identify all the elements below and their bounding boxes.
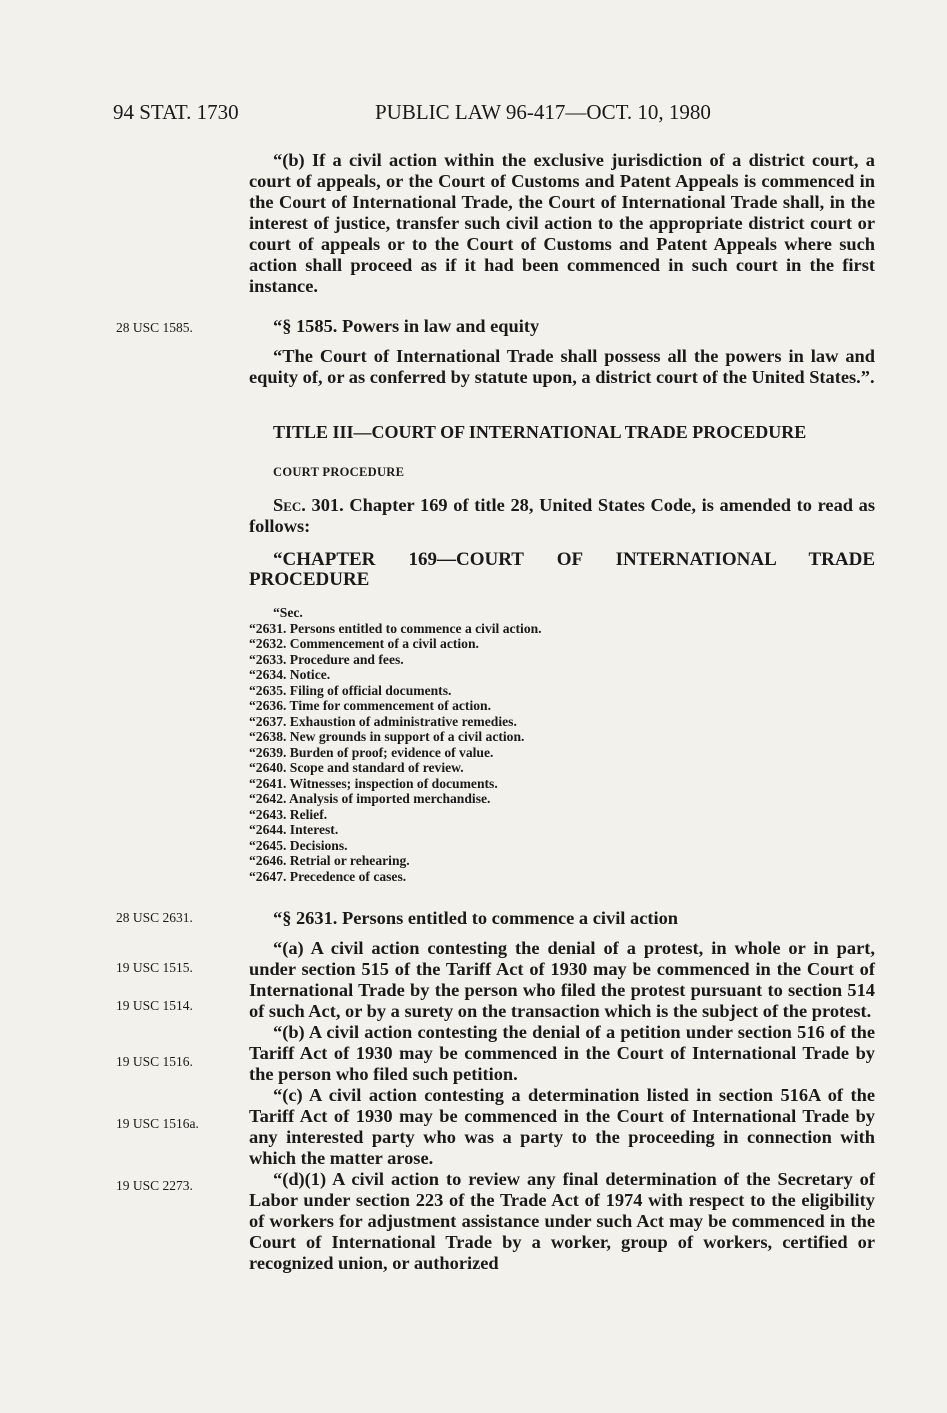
toc-item: “2631. Persons entitled to commence a civil action.	[249, 620, 542, 636]
toc-item: “2633. Procedure and fees.	[249, 651, 404, 667]
margin-note-28usc1585: 28 USC 1585.	[116, 320, 193, 335]
table-of-contents	[249, 621, 875, 885]
section-2631-a: “(a) A civil action contesting the denial of a protest, in whole or in part, under section 515 of the Tariff Act of 1930 may be commenced in the Court of International Trade by the person who filed the protest pursuant to section 514 of such Act, or by a surety on the transaction which is the subject of the protest.	[249, 938, 875, 1021]
sec-301-text	[249, 495, 875, 537]
court-procedure-heading: COURT PROCEDURE	[273, 465, 405, 479]
section-2631-heading: “§ 2631. Persons entitled to commence a civil action	[273, 908, 679, 928]
toc-label: “Sec.	[273, 605, 303, 620]
toc-item: “2640. Scope and standard of review.	[249, 760, 464, 775]
toc-item: “2638. New grounds in support of a civil action.	[249, 729, 525, 744]
toc-item: “2644. Interest.	[249, 822, 339, 837]
section-2631-c: “(c) A civil action contesting a determination listed in section 516A of the Tariff Act of 1930 may be commenced in the Court of International Trade by any interested party who was a party to the proceeding in connection with which the matter arose.	[249, 1085, 875, 1168]
toc-item: “2645. Decisions.	[249, 837, 348, 853]
section-2631-d: “(d)(1) A civil action to review any final determination of the Secretary of Labor under section 223 of the Trade Act of 1974 with respect to the eligibility of workers for adjustment assistance under such Act may be commenced in the Court of International Trade by a worker, group of workers, certified or recognized union, or authorized	[249, 1169, 875, 1273]
margin-note-28usc2631: 28 USC 2631.	[116, 910, 193, 925]
toc-item: “2641. Witnesses; inspection of documents.	[249, 775, 498, 791]
toc-item: “2635. Filing of official documents.	[249, 682, 452, 698]
toc-item: “2634. Notice.	[249, 667, 331, 682]
section-1585-heading: “§ 1585. Powers in law and equity	[273, 316, 540, 336]
section-1585-text: “The Court of International Trade shall possess all the powers in law and equity of, or as conferred by statute upon, a district court of the United States.”.	[249, 346, 875, 387]
margin-note-19usc1516: 19 USC 1516.	[116, 1054, 193, 1069]
toc-item: “2636. Time for commencement of action.	[249, 698, 491, 713]
sec-301-body: 301. Chapter 169 of title 28, United States Code, is amended to read as follows:	[249, 495, 875, 536]
paragraph-b: “(b) If a civil action within the exclusive jurisdiction of a district court, a court of appeals, or the Court of Customs and Patent Appeals is commenced in the Court of International Trade, the Court of International Trade shall, in the interest of justice, transfer such civil action to the appropriate district court or court of appeals or to the Court of Customs and Patent Appeals where such action shall proceed as if it had been commenced in such court in the first instance.	[249, 150, 875, 296]
sec-label: Sec.	[273, 495, 306, 515]
margin-note-19usc1515: 19 USC 1515.	[116, 960, 193, 975]
toc-item: “2643. Relief.	[249, 806, 328, 822]
margin-note-19usc1514: 19 USC 1514.	[116, 998, 193, 1013]
public-law-title: PUBLIC LAW 96-417—OCT. 10, 1980	[375, 100, 711, 124]
chapter-169-heading: “CHAPTER 169—COURT OF INTERNATIONAL TRADE PROCEDURE	[249, 549, 875, 590]
title-iii-heading: TITLE III—COURT OF INTERNATIONAL TRADE PROCEDURE	[273, 422, 807, 442]
toc-item: “2642. Analysis of imported merchandise.	[249, 791, 491, 806]
section-2631-b: “(b) A civil action contesting the denial of a petition under section 516 of the Tariff Act of 1930 may be commenced in the Court of International Trade by the person who filed such petition.	[249, 1022, 875, 1084]
toc-item: “2632. Commencement of a civil action.	[249, 636, 479, 651]
margin-note-19usc1516a: 19 USC 1516a.	[116, 1116, 199, 1131]
toc-item: “2637. Exhaustion of administrative remedies.	[249, 713, 517, 729]
toc-item: “2639. Burden of proof; evidence of value.	[249, 744, 494, 760]
margin-note-19usc2273: 19 USC 2273.	[116, 1178, 193, 1193]
stat-page-number: 94 STAT. 1730	[113, 100, 239, 124]
toc-item: “2646. Retrial or rehearing.	[249, 853, 410, 868]
toc-item: “2647. Precedence of cases.	[249, 868, 407, 884]
